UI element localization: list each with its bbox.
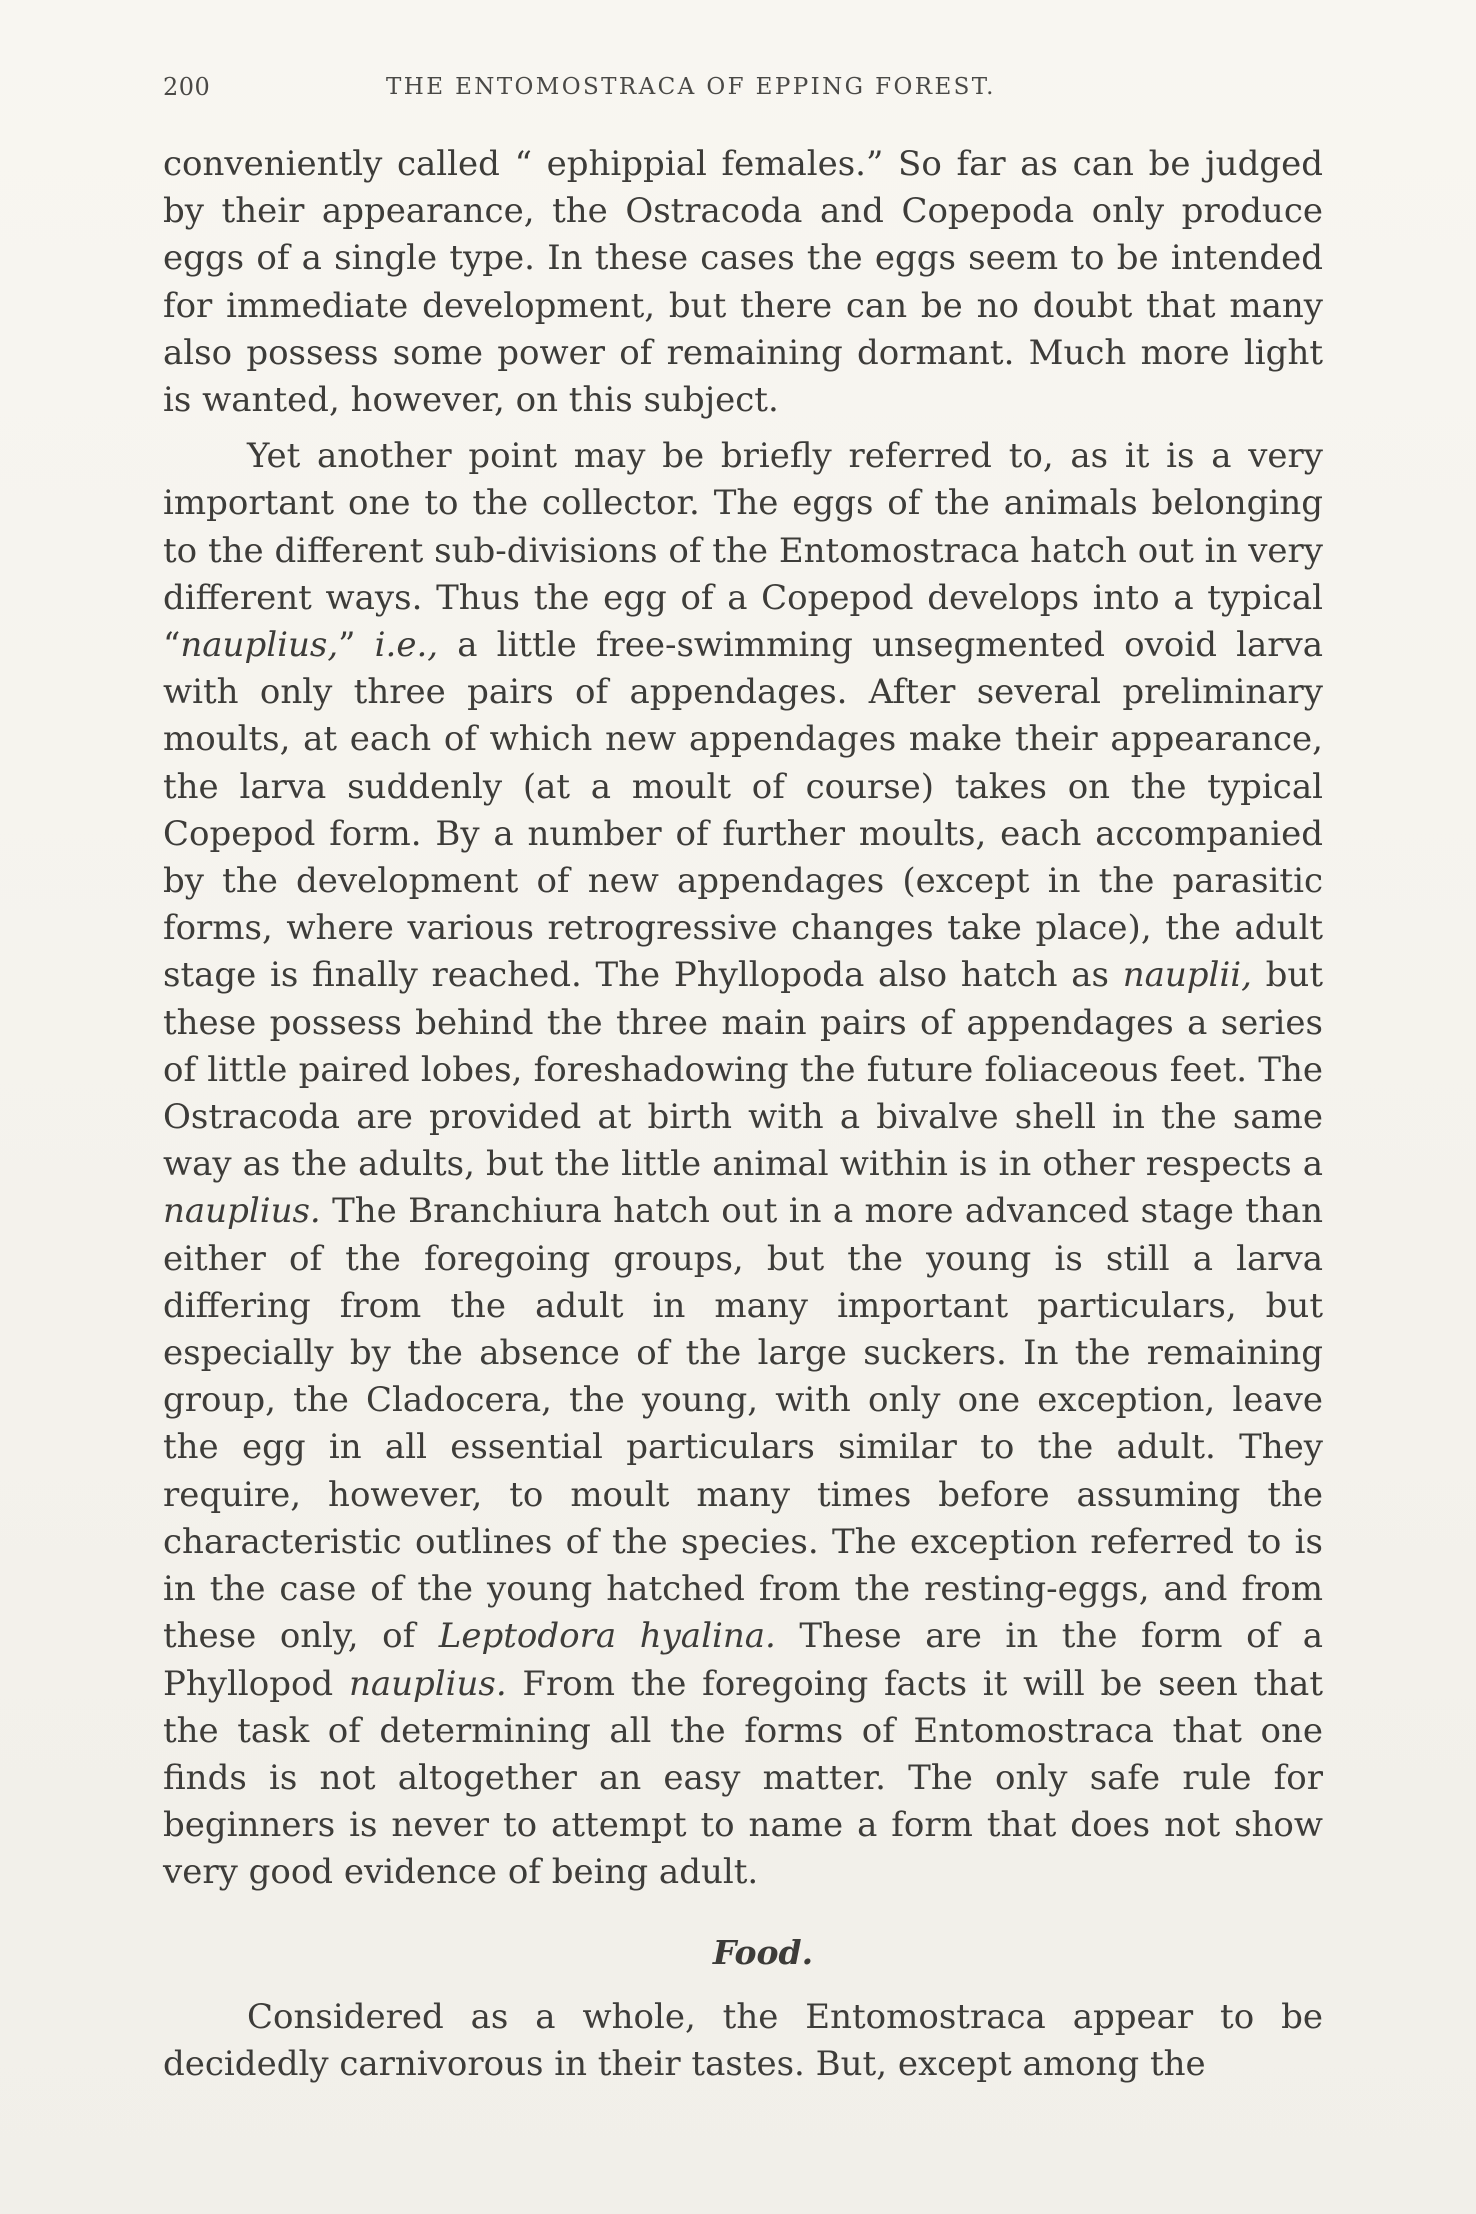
running-title: THE ENTOMOSTRACA OF EPPING FOREST.: [386, 74, 996, 100]
text-run: The Branchiura hatch out in a more advanced stage than either of the foregoing groups, but the young is still a larva differing from the adult in many important particulars, but especially by the absence of the large suckers. In the remaining group, the Cladocera, the young, with only one exception, leave the egg in all essential particulars similar to the adult. They require, however, to moult many times before assuming the characteristic outlines of the species. The exception referred to is in the case of the young hatched from the resting-eggs, and from these only, of: [163, 1191, 1323, 1657]
section-heading-food: Food.: [712, 1932, 814, 1972]
paragraph-hatching: [163, 433, 1323, 1896]
italic-term: nauplius,: [180, 625, 339, 666]
page-number: 200: [163, 73, 211, 101]
italic-term: nauplius.: [163, 1191, 321, 1232]
paragraph-ephippial-females: conveniently called “ ephippial females.” So far as can be judged by their appearance, the Ostracoda and Copepoda only produce eggs of a single type. In these cases the eggs seem to be intended for immediate development, but there can be no doubt that many also possess some power of remaining dormant. Much more light is wanted, however, on this subject.: [163, 144, 1323, 421]
italic-term: nauplii,: [1122, 955, 1252, 996]
paragraph-food: Considered as a whole, the Entomostraca appear to be decidedly carnivorous in their tastes. But, except among the: [163, 1996, 1323, 2084]
text-run: Yet another point may be briefly referred to, as it is a very important one to the collector. The eggs of the animals belonging to the different sub-divisions of the Entomostraca hatch out in very different ways. Thus the egg of a Copepod develops into a typical “: [163, 436, 1323, 666]
text-run: ”: [338, 625, 375, 666]
italic-term: i.e.,: [374, 625, 439, 666]
body-text: [163, 141, 1323, 2097]
running-header: [163, 62, 1153, 112]
text-run: but these possess behind the three main pairs of appendages a series of little paired lobes, foreshadowing the future foliaceous feet. The Ostracoda are provided at birth with a bivalve shell in the same way as the adults, but the little animal within is in other respects a: [163, 955, 1323, 1185]
text-run: These are in the form of a Phyllopod: [163, 1616, 1324, 1704]
text-run: a little free-swimming unsegmented ovoid larva with only three pairs of appendages. After several preliminary moults, at each of which new appendages make their appearance, the larva suddenly (at a moult of course) takes on the typical Copepod form. By a number of further moults, each accompanied by the development of new appendages (except in the parasitic forms, where various retrogressive changes take place), the adult stage is finally reached. The Phyllopoda also hatch as: [163, 625, 1323, 996]
text-run: From the foregoing facts it will be seen that the task of determining all the forms of Entomostraca that one finds is not altogether an easy matter. The only safe rule for beginners is never to attempt to name a form that does not show very good evidence of being adult.: [163, 1663, 1323, 1893]
italic-term: Leptodora hyalina.: [438, 1616, 776, 1657]
italic-term: nauplius.: [348, 1663, 507, 1704]
